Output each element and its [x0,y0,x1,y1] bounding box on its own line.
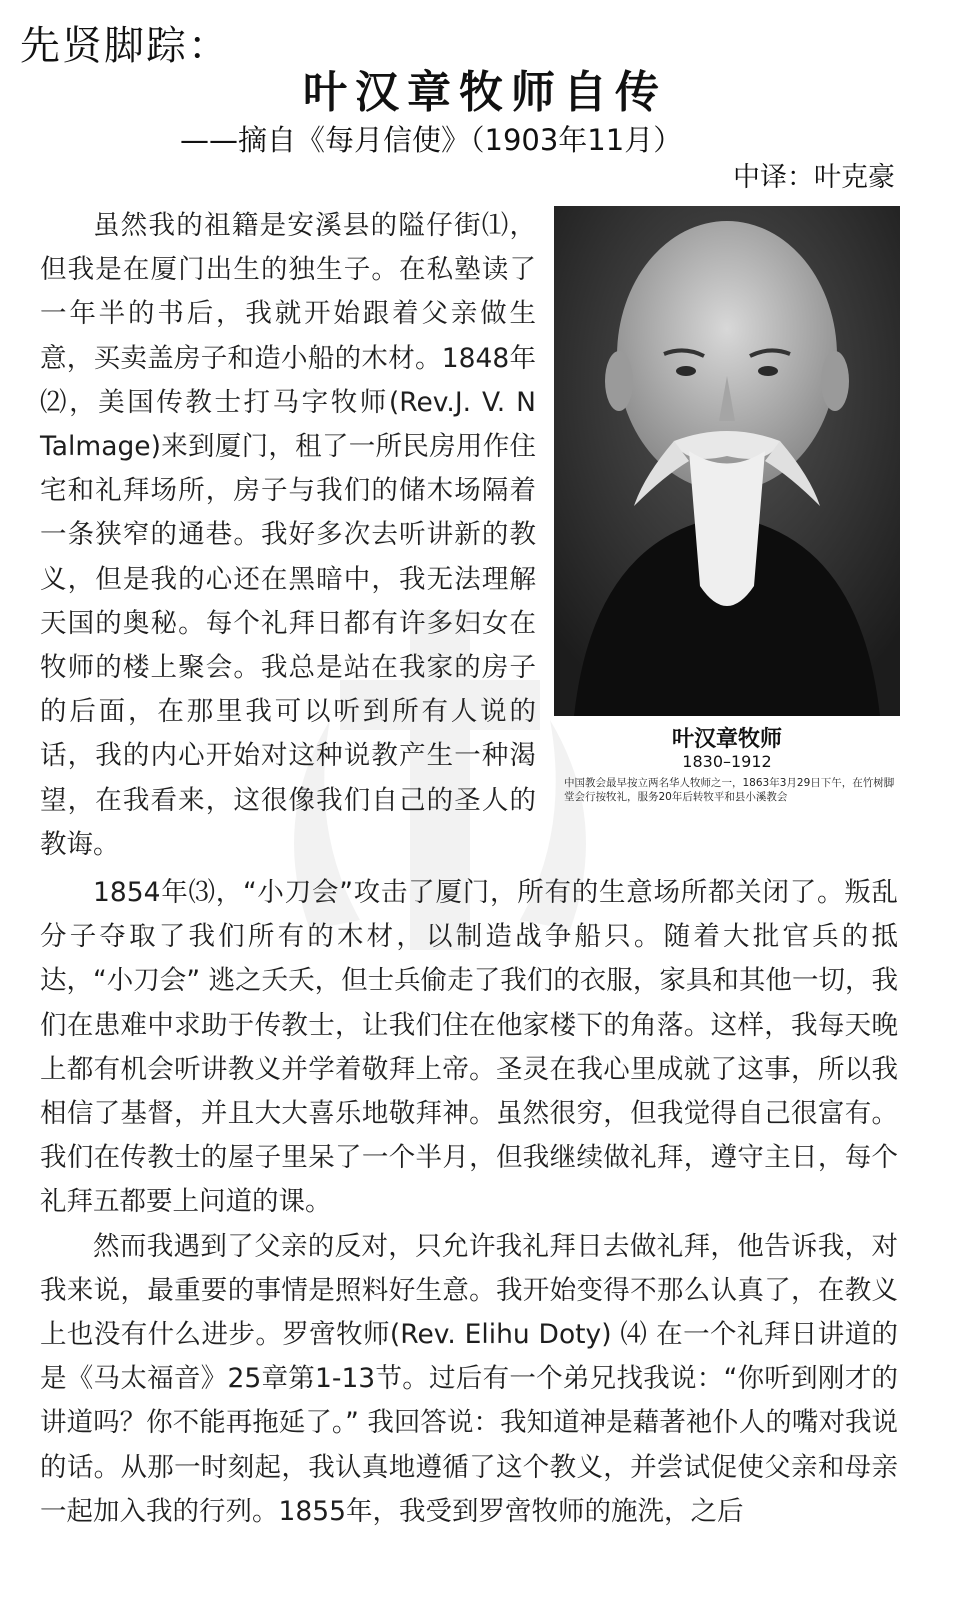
photo-caption-note: 中国教会最早按立两名华人牧师之一，1863年3月29日下午，在竹树脚堂会行按牧礼，服务20年后转牧平和县小溪教会 [564,777,895,803]
text-line: 种渴望，在我看来，这很像我们自己的圣 [40,740,537,816]
text-line: 日，每个礼拜五都要上问道的课。 [40,1142,899,1218]
text-line: ⑴，但我是在厦门出生的独生子。在私 [40,210,537,286]
text-line: 妇女在牧师的楼上聚会。我总是站在我家 [40,607,537,684]
text-line: 对我来说，最重要的事情是照料好生意。我开始变得不那么认真了，在 [40,1230,898,1306]
text-line: “小刀会” 逃之夭夭，但士兵偷走了我们的衣服，家具和其他一切，我们 [40,965,898,1041]
text-line: 上都有机会听讲教义并学着敬拜上帝。圣灵在我心里成就了这事，所以 [40,1053,872,1085]
text-line: 1854年⑶，“小刀会”攻击了厦门，所有的生意场所都关闭了。叛乱 [93,877,898,908]
section-tag: 先贤脚踪： [20,23,230,69]
photo-caption-years: 1830–1912 [682,752,772,771]
portrait-photo [554,206,900,716]
article-subtitle: ——摘自《每月信使》（1903年11月） [180,123,683,157]
text-line: 道的是《马太福音》25章第1-13节。过后有一个弟兄找我说：“你听到刚 [40,1319,899,1395]
photo-caption-name: 叶汉章牧师 [671,727,782,752]
portrait-image [554,206,900,716]
text-line: 父亲和母亲一起加入我的行列。1855年，我受到罗啻牧师的施洗，之后 [40,1451,899,1527]
paragraph-2 [40,871,898,1225]
text-line: 做生意，买卖盖房子和造小船的木材。 [40,298,536,374]
translator-credit: 中译：叶克豪 [733,162,895,193]
text-line: 塾读了一年半的书后，我就开始跟着父亲 [40,254,537,330]
text-line: 的房子的后面，在那里我可以听到所有人 [40,652,537,728]
paragraph-3 [40,1225,898,1534]
text-line: 嘴对我说的话。从那一时刻起，我认真地遵循了这个教义，并尝试促使 [40,1407,899,1483]
text-line: 才的讲道吗？你不能再拖延了。” 我回答说：我知道神是藉著祂仆人的 [40,1363,898,1439]
article-body-top [40,204,536,867]
text-line: 法理解天国的奥秘。每个礼拜日都有许多 [40,563,537,639]
text-line: 虽然我的祖籍是安溪县的隘仔街 [93,210,482,241]
article-title: 叶汉章牧师自传 [303,67,667,118]
text-line: 有。我们在传教士的屋子里呆了一个半月，但我继续做礼拜，遵守主 [40,1098,899,1174]
article-body-bottom [40,871,898,1534]
text-line: 新的教义，但是我的心还在黑暗中，我无 [40,519,537,595]
text-line: 1848年 ⑵，美国传教士打马字牧师(Rev. [40,342,536,418]
text-line: J. V. N Talmage)来到厦门，租了一所民房 [40,386,537,463]
text-line: 场隔着一条狭窄的通巷。我好多次去听讲 [40,475,537,551]
paragraph-1 [40,204,536,867]
text-line: 人的教诲。 [40,784,537,860]
text-line: 教义上也没有什么进步。罗啻牧师(Rev. Elihu Doty) ⑷ 在一个礼拜日讲 [40,1274,899,1351]
text-line: 在患难中求助于传教士，让我们住在他家楼下的角落。这样，我每天晚 [66,1009,899,1041]
text-line: 我相信了基督，并且大大喜乐地敬拜神。虽然很穷，但我觉得自己很富 [40,1053,898,1130]
text-line: 用作住宅和礼拜场所，房子与我们的储木 [40,431,537,507]
text-line: 说的话，我的内心开始对这种说教产生一 [40,696,536,772]
text-line: 然而我遇到了父亲的反对，只允许我礼拜日去做礼拜，他告诉我， [93,1230,872,1262]
text-line: 分子夺取了我们所有的木材，以制造战争船只。随着大批官兵的抵达， [40,921,898,997]
